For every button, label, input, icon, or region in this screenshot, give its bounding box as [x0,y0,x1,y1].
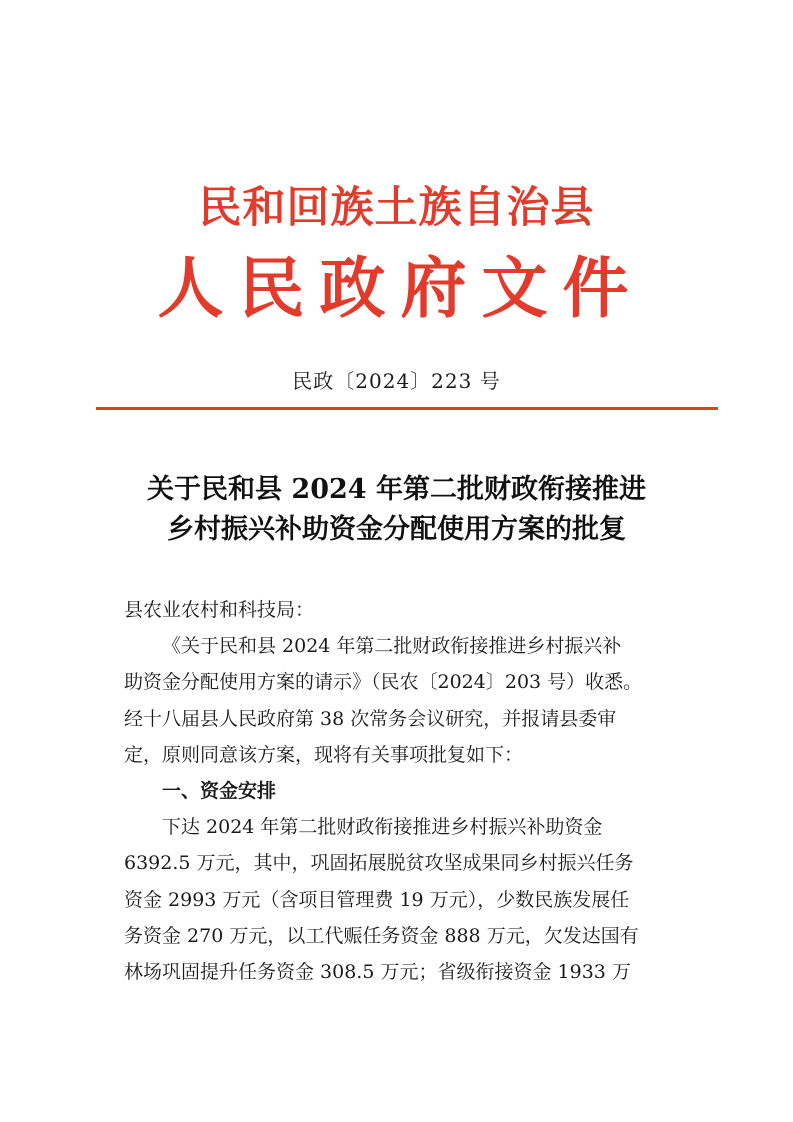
document-body [124,592,694,990]
document-title-line: 乡村振兴补助资金分配使用方案的批复 [167,514,626,545]
paragraph-line: 《关于民和县 2024 年第二批财政衔接推进乡村振兴补 [162,635,622,658]
paragraph-line: 经十八届县人民政府第 38 次常务会议研究，并报请县委审 [124,707,617,730]
document-type-title: 人民政府文件 [157,249,644,327]
paragraph-line: 助资金分配使用方案的请示》（民农〔2024〕203 号）收悉。 [124,671,643,694]
paragraph-line: 6392.5 万元，其中，巩固拓展脱贫攻坚成果同乡村振兴任务 [124,852,634,875]
document-title-line: 关于民和县 2024 年第二批财政衔接推进 [147,474,646,505]
paragraph-line: 林场巩固提升任务资金 308.5 万元；省级衔接资金 1933 万 [124,961,631,984]
paragraph-line: 定，原则同意该方案，现将有关事项批复如下： [124,743,524,766]
document-number: 民政〔2024〕223 号 [292,369,501,393]
issuing-organization: 民和回族土族自治县 [198,183,595,233]
paragraph-line: 务资金 270 万元，以工代赈任务资金 888 万元，欠发达国有 [124,924,639,947]
red-divider-line [96,407,718,410]
recipient-line: 县农业农村和科技局： [124,599,315,621]
section-heading: 一、资金安排 [162,780,277,803]
paragraph-line: 下达 2024 年第二批财政衔接推进乡村振兴补助资金 [162,816,603,839]
document-title [0,470,793,550]
paragraph-line: 资金 2993 万元（含项目管理费 19 万元），少数民族发展任 [124,888,630,911]
